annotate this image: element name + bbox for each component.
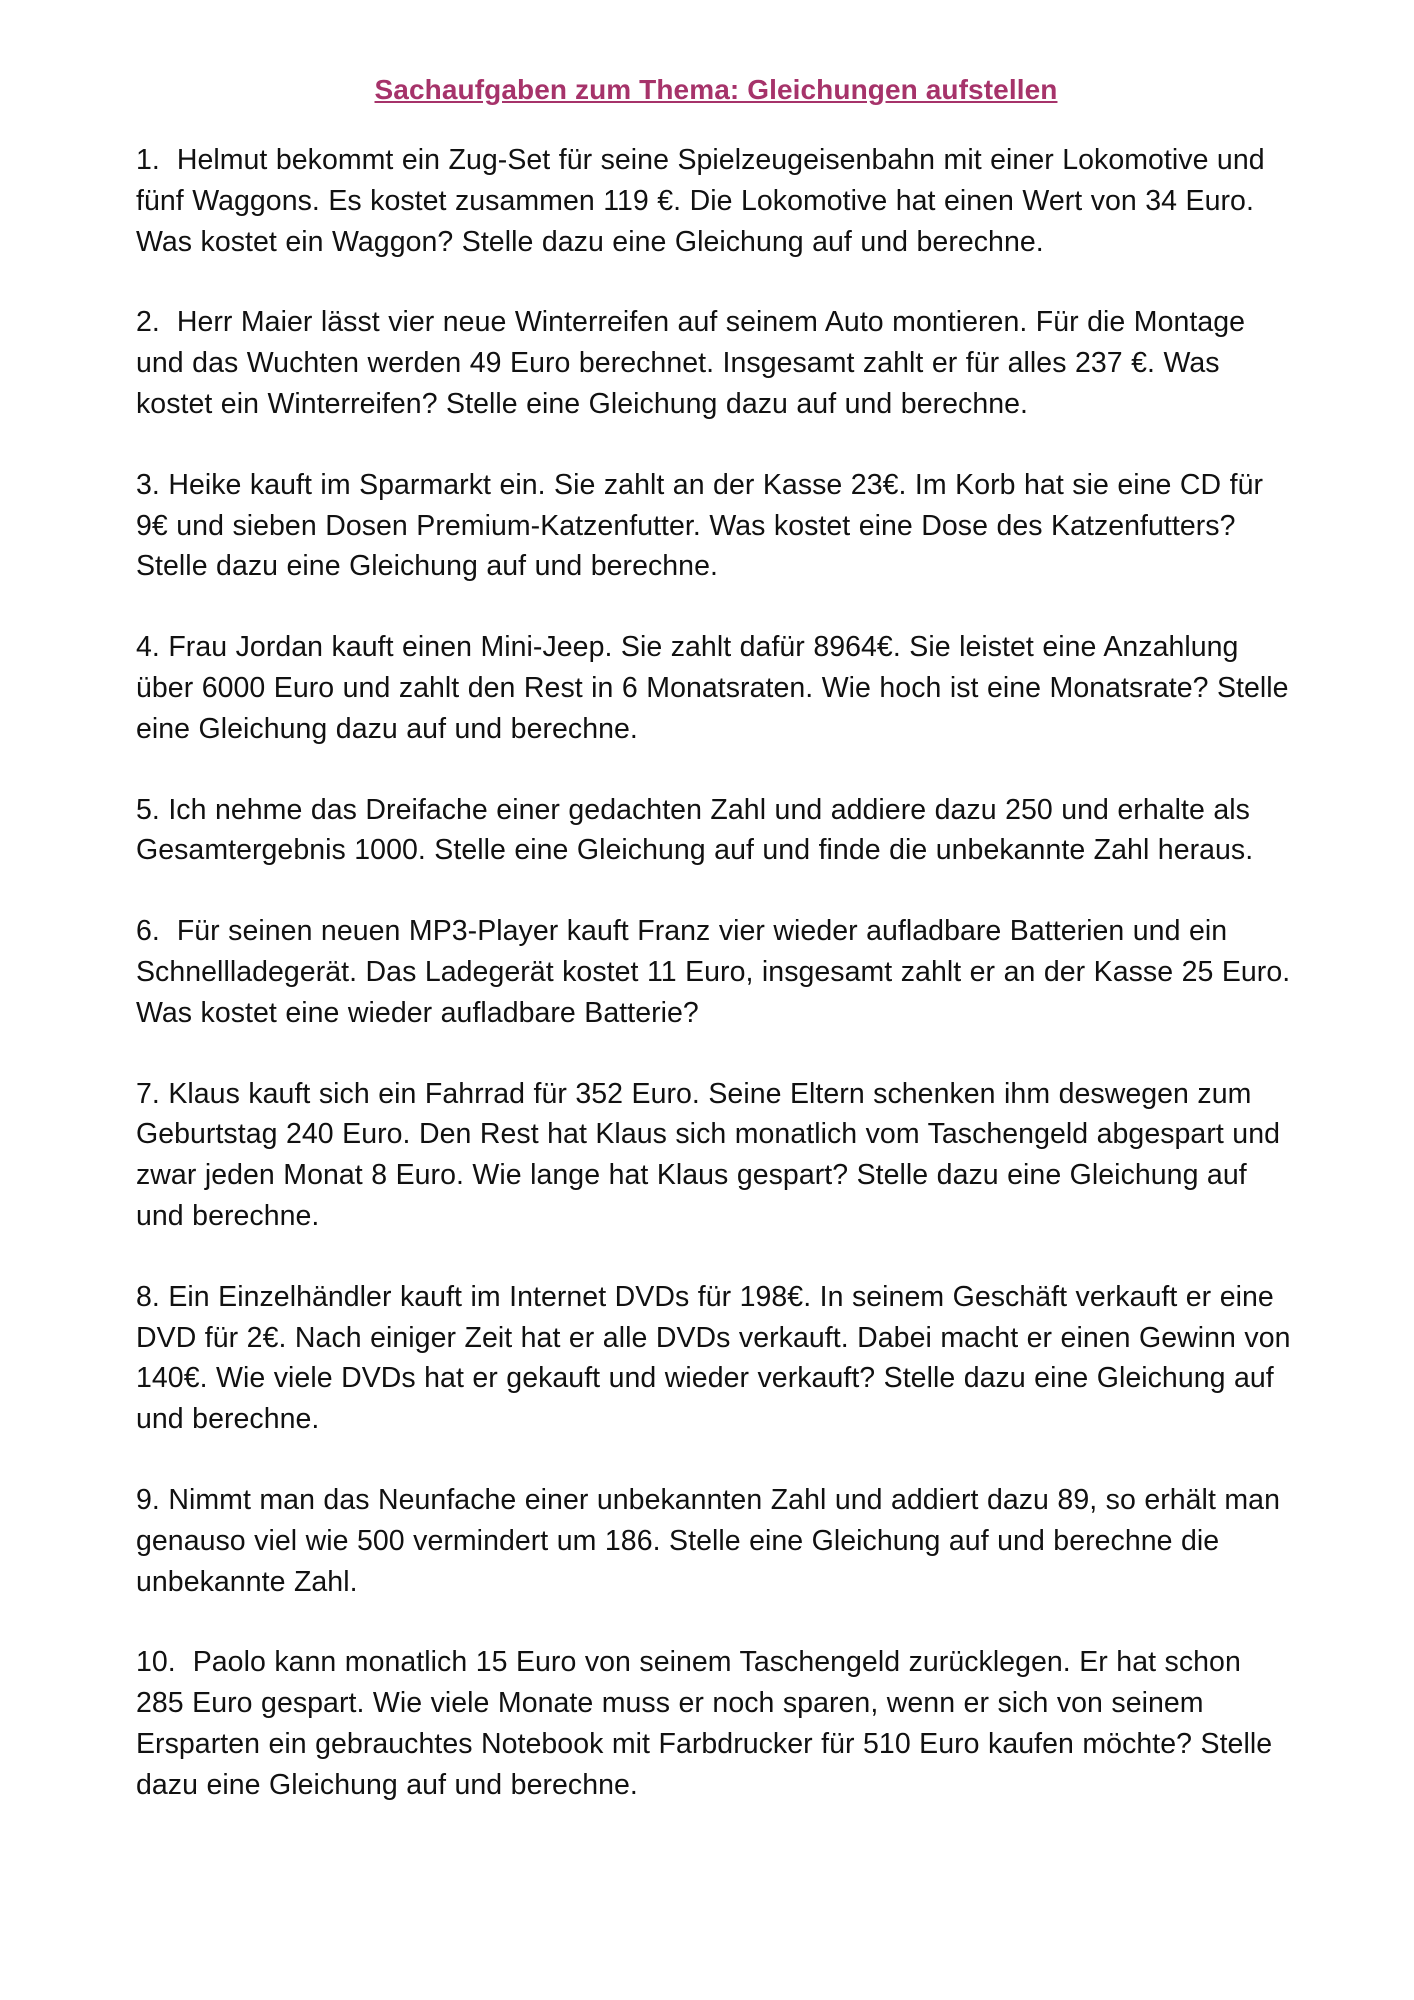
- task-item: [136, 911, 1296, 1033]
- task-text: Herr Maier lässt vier neue Winterreifen auf seinem Auto montieren. Für die Montage und das Wuchten werden 49 Euro berechnet. Insgesamt zahlt er für alles 237 €. Was kostet ein Winterreifen? Stelle eine Gleichung dazu auf und berechne.: [136, 306, 1246, 420]
- task-item: [136, 1480, 1296, 1602]
- task-item: [136, 1277, 1296, 1440]
- task-text: Helmut bekommt ein Zug-Set für seine Spielzeugeisenbahn mit einer Lokomotive und fünf Waggons. Es kostet zusammen 119 €. Die Lokomotive hat einen Wert von 34 Euro. Was kostet ein Waggon? Stelle dazu eine Gleichung auf und berechne.: [136, 144, 1265, 258]
- task-number: 5.: [136, 793, 169, 826]
- task-number: 9.: [136, 1483, 169, 1516]
- task-text: Paolo kann monatlich 15 Euro von seinem Taschengeld zurücklegen. Er hat schon 285 Euro gespart. Wie viele Monate muss er noch sparen, wenn er sich von seinem Ersparten ein gebrauchtes Notebook mit Farbdrucker für 510 Euro kaufen möchte? Stelle dazu eine Gleichung auf und berechne.: [136, 1646, 1273, 1801]
- task-text: Ich nehme das Dreifache einer gedachten Zahl und addiere dazu 250 und erhalte als Gesamtergebnis 1000. Stelle eine Gleichung auf und finde die unbekannte Zahl heraus.: [136, 793, 1254, 867]
- task-item: [136, 1642, 1296, 1805]
- task-item: [136, 302, 1296, 424]
- task-text: Heike kauft im Sparmarkt ein. Sie zahlt an der Kasse 23€. Im Korb hat sie eine CD für 9€ und sieben Dosen Premium-Katzenfutter. Was kostet eine Dose des Katzenfutters? Stelle dazu eine Gleichung auf und berechne.: [136, 468, 1264, 583]
- task-number: 1.: [136, 144, 177, 176]
- task-text: Für seinen neuen MP3-Player kauft Franz vier wieder aufladbare Batterien und ein Schnellladegerät. Das Ladegerät kostet 11 Euro, insgesamt zahlt er an der Kasse 25 Euro. Was kostet eine wieder aufladbare Batterie?: [136, 915, 1291, 1029]
- task-number: 8.: [136, 1280, 169, 1313]
- task-number: 7.: [136, 1077, 169, 1110]
- task-item: [136, 140, 1296, 262]
- task-number: 4.: [136, 631, 169, 664]
- task-text: Klaus kauft sich ein Fahrrad für 352 Euro. Seine Eltern schenken ihm deswegen zum Geburtstag 240 Euro. Den Rest hat Klaus sich monatlich vom Taschengeld abgespart und zwar jeden Monat 8 Euro. Wie lange hat Klaus gespart? Stelle dazu eine Gleichung auf und berechne.: [136, 1077, 1281, 1232]
- task-number: 6.: [136, 915, 177, 948]
- task-text: Frau Jordan kauft einen Mini-Jeep. Sie zahlt dafür 8964€. Sie leistet eine Anzahlung über 6000 Euro und zahlt den Rest in 6 Monatsraten. Wie hoch ist eine Monatsrate? Stelle eine Gleichung dazu auf und berechne.: [136, 631, 1289, 745]
- task-number: 10.: [136, 1646, 193, 1679]
- task-item: [136, 1074, 1296, 1237]
- task-item: [136, 465, 1296, 587]
- task-item: [136, 627, 1296, 749]
- page-title: Sachaufgaben zum Thema: Gleichungen aufstellen: [374, 74, 1058, 105]
- task-text: Ein Einzelhändler kauft im Internet DVDs für 198€. In seinem Geschäft verkauft er eine DVD für 2€. Nach einiger Zeit hat er alle DVDs verkauft. Dabei macht er einen Gewinn von 140€. Wie viele DVDs hat er gekauft und wieder verkauft? Stelle dazu eine Gleichung auf und berechne.: [136, 1280, 1291, 1436]
- task-number: 2.: [136, 306, 177, 339]
- worksheet-page: [136, 72, 1296, 1846]
- task-text: Nimmt man das Neunfache einer unbekannten Zahl und addiert dazu 89, so erhält man genauso viel wie 500 vermindert um 186. Stelle eine Gleichung auf und berechne die unbekannte Zahl.: [136, 1483, 1280, 1598]
- task-number: 3.: [136, 468, 169, 501]
- task-item: [136, 790, 1296, 872]
